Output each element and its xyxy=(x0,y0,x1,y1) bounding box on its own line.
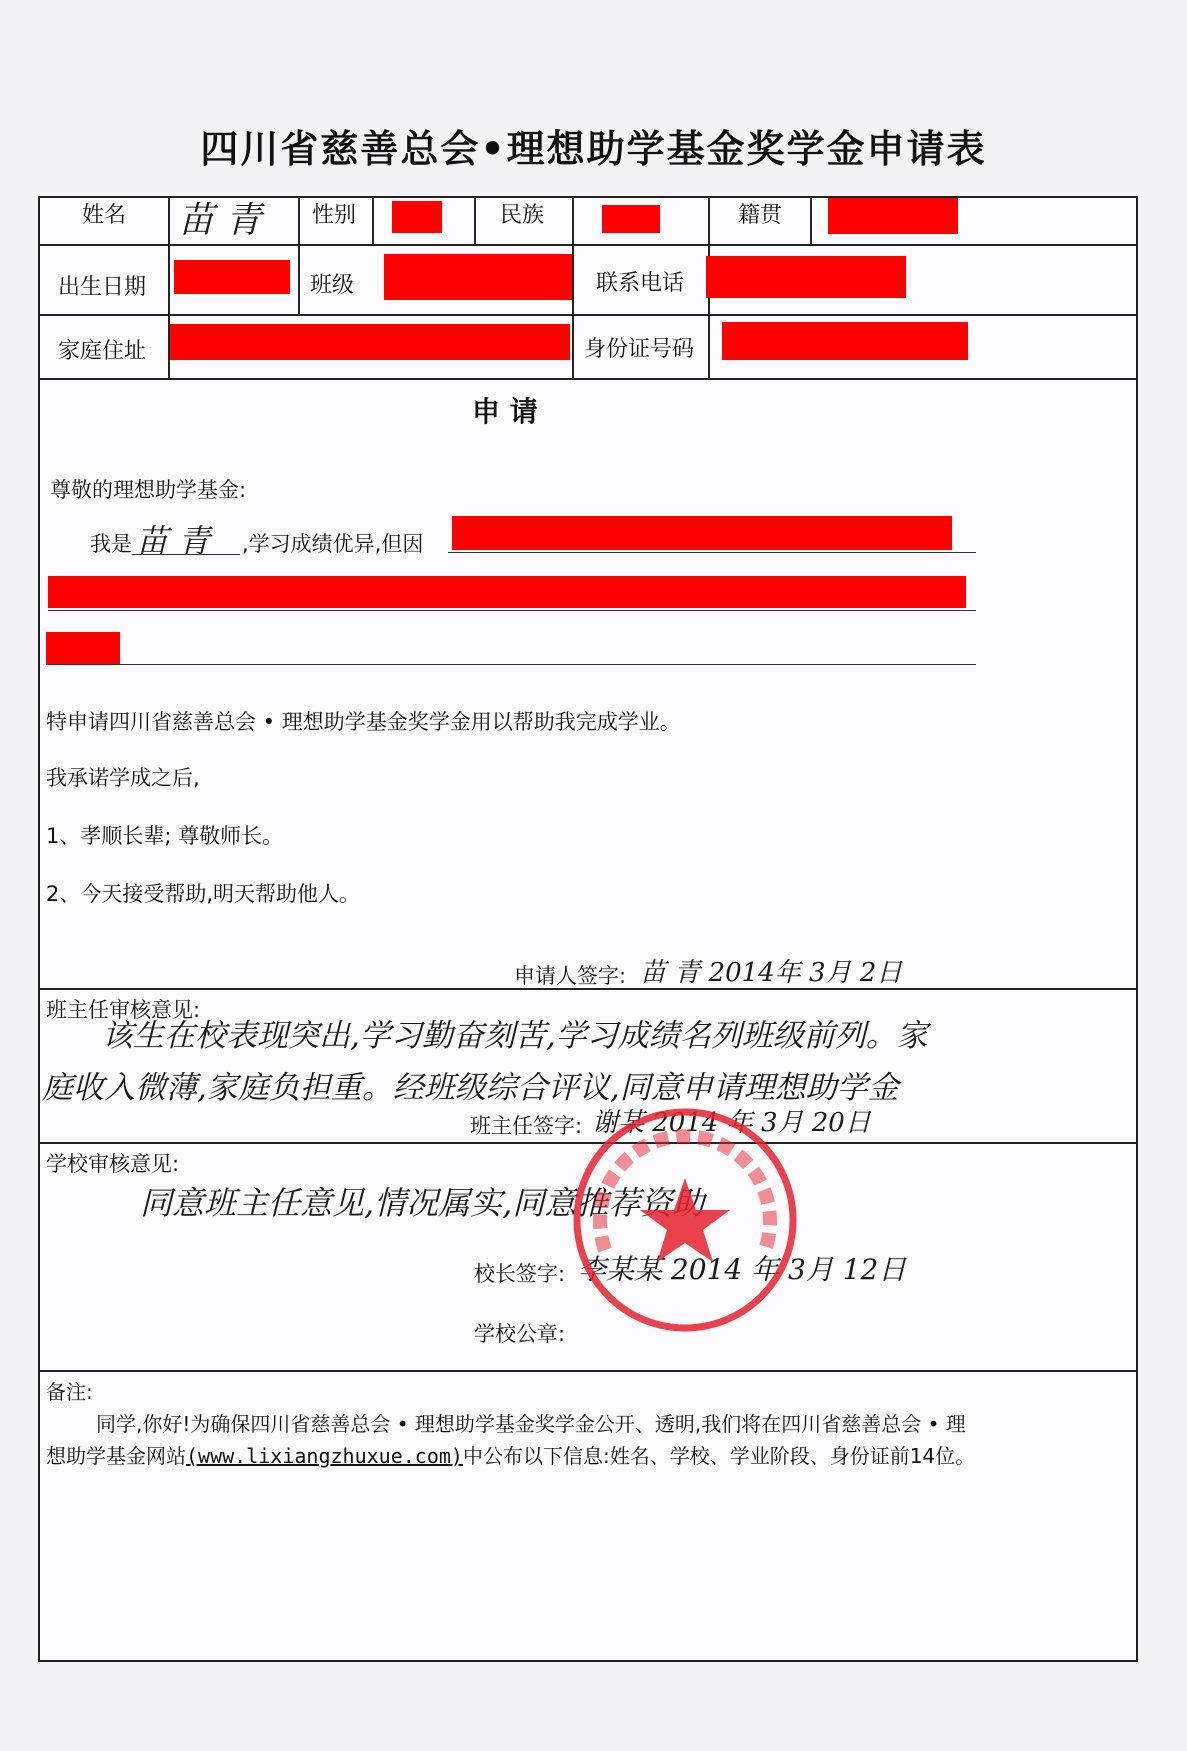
id-number-label: 身份证号码 xyxy=(584,337,695,362)
reason-redaction-3 xyxy=(46,632,120,664)
promise-intro: 我承诺学成之后, xyxy=(46,766,200,790)
class-redaction xyxy=(384,254,572,300)
notes-url: (www.lixiangzhuxue.com) xyxy=(186,1444,463,1468)
phone-label: 联系电话 xyxy=(596,271,685,296)
native-place-redaction xyxy=(828,198,958,234)
phone-redaction xyxy=(706,256,906,298)
school-review-label: 学校审核意见: xyxy=(46,1152,180,1176)
reason-underline-3 xyxy=(46,664,976,665)
salutation: 尊敬的理想助学基金: xyxy=(50,478,247,502)
form-title: 四川省慈善总会•理想助学基金奖学金申请表 xyxy=(200,127,987,171)
application-form xyxy=(38,196,1138,1662)
birth-date-redaction xyxy=(174,260,290,294)
teacher-comment-line2: 庭收入微薄,家庭负担重。经班级综合评议,同意申请理想助学金 xyxy=(42,1070,899,1106)
principal-signature-label: 校长签字: xyxy=(474,1262,566,1286)
application-heading: 申 请 xyxy=(472,395,538,428)
request-statement: 特申请四川省慈善总会 • 理想助学基金奖学金用以帮助我完成学业。 xyxy=(46,710,681,734)
reason-underline-2 xyxy=(48,610,976,611)
gender-redaction xyxy=(392,201,442,233)
promise-item-2: 2、今天接受帮助,明天帮助他人。 xyxy=(46,882,361,906)
notes-line1: 同学,你好!为确保四川省慈善总会 • 理想助学基金奖学金公开、透明,我们将在四川省慈善总会 • 理 xyxy=(96,1412,966,1436)
intro-name: 苗 青 xyxy=(136,522,211,560)
notes-label: 备注: xyxy=(46,1380,93,1404)
class-label: 班级 xyxy=(310,273,355,298)
teacher-review-label: 班主任审核意见: xyxy=(46,998,201,1022)
name-value: 苗 青 xyxy=(178,200,262,241)
ethnicity-redaction xyxy=(602,205,660,233)
promise-item-1: 1、孝顺长辈; 尊敬师长。 xyxy=(46,824,284,848)
name-label: 姓名 xyxy=(82,203,127,228)
intro-prefix: 我是 xyxy=(90,532,132,556)
name-underline xyxy=(132,554,240,555)
row-divider xyxy=(40,378,1136,380)
school-comment: 同意班主任意见,情况属实,同意推荐资助 xyxy=(140,1184,705,1222)
address-label: 家庭住址 xyxy=(58,339,147,364)
school-seal-stamp xyxy=(565,1100,805,1340)
col-divider xyxy=(298,198,300,314)
col-divider xyxy=(572,198,574,378)
row-divider xyxy=(40,244,1136,246)
col-divider xyxy=(474,198,476,244)
address-redaction xyxy=(170,324,570,360)
applicant-signature-label: 申请人签字: xyxy=(514,964,627,988)
reason-redaction xyxy=(452,516,952,550)
col-divider xyxy=(372,198,374,244)
applicant-signature: 苗 青 2014年 3月 2日 xyxy=(640,958,903,988)
teacher-signature: 谢某 2014 年 3月 20日 xyxy=(592,1108,871,1138)
teacher-comment-line1: 该生在校表现突出,学习勤奋刻苦,学习成绩名列班级前列。家 xyxy=(102,1018,928,1054)
intro-suffix: ,学习成绩优异,但因 xyxy=(242,532,424,556)
notes-line2-prefix: 想助学基金网站 xyxy=(46,1444,186,1468)
col-divider xyxy=(810,198,812,244)
teacher-signature-label: 班主任签字: xyxy=(470,1114,583,1138)
reason-redaction-2 xyxy=(48,576,966,608)
notes-line2 xyxy=(46,1440,975,1469)
row-divider xyxy=(40,314,1136,316)
principal-signature: 李某某 2014 年 3月 12日 xyxy=(578,1253,907,1286)
notes-line2-suffix: 中公布以下信息:姓名、学校、学业阶段、身份证前14位。 xyxy=(462,1444,976,1468)
row-divider xyxy=(40,1370,1136,1372)
native-place-label: 籍贯 xyxy=(738,203,783,228)
gender-label: 性别 xyxy=(312,203,357,228)
birth-date-label: 出生日期 xyxy=(58,275,147,300)
reason-underline xyxy=(448,552,976,553)
school-seal-label: 学校公章: xyxy=(474,1322,566,1346)
ethnicity-label: 民族 xyxy=(500,203,545,228)
id-number-redaction xyxy=(722,322,968,360)
